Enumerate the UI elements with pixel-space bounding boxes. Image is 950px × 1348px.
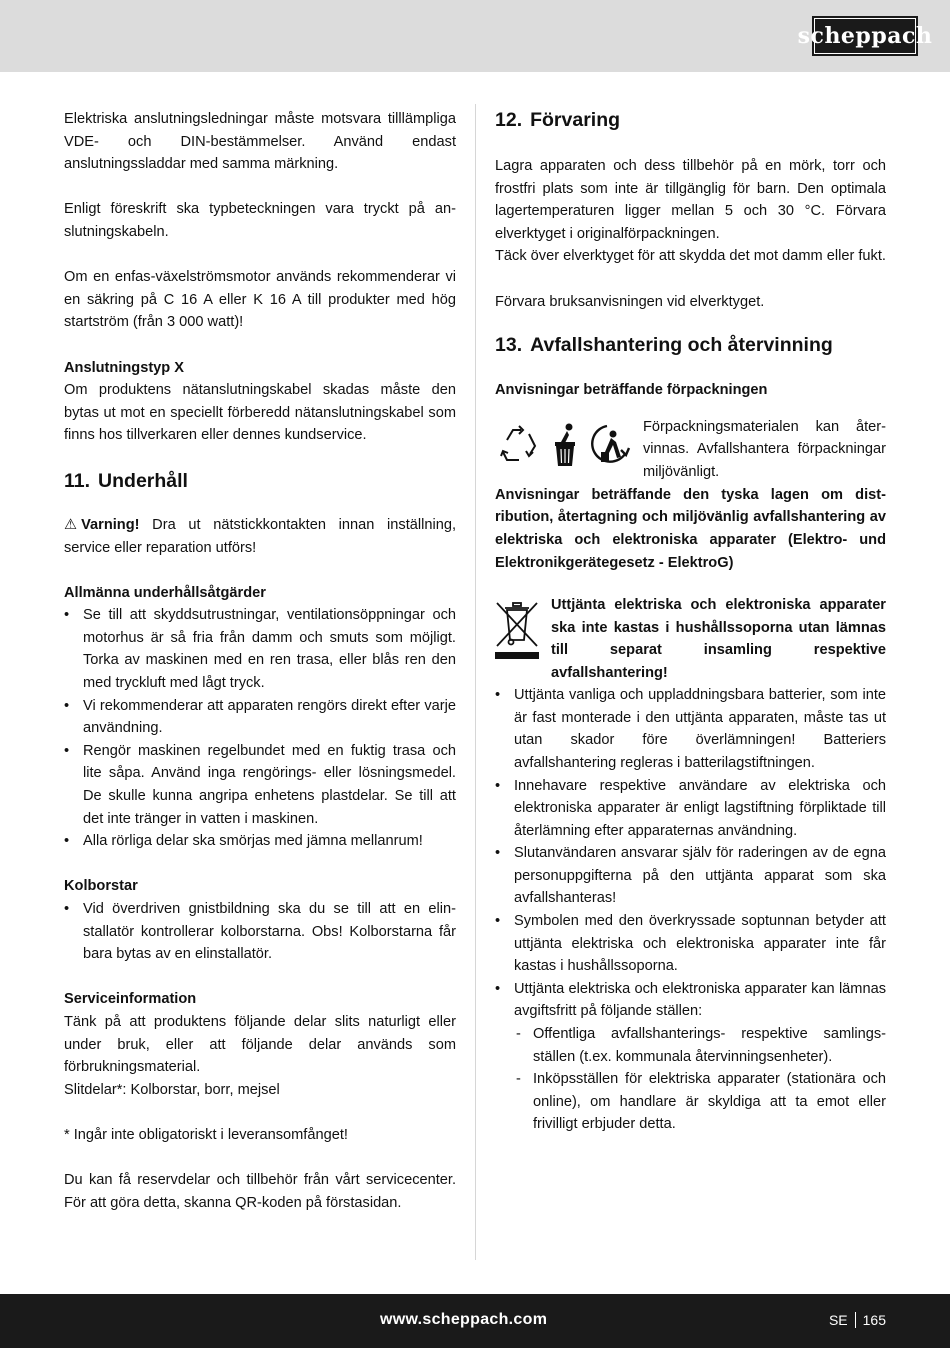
weee-list bbox=[495, 684, 886, 1136]
footer-page-number: SE 165 bbox=[828, 1312, 886, 1328]
connection-type-heading: Anslutningstyp X bbox=[64, 359, 184, 376]
packaging-notice bbox=[495, 416, 886, 484]
storage-paragraph-1: Lagra apparaten och dess tillbehör på en mörk, torr och frostfri plats som inte är tillgänglig för barn. Den optimala lagertemperaturen ligger mellan 5 och 30 °C. Förvara elverktyget i originalförpackningen. bbox=[495, 158, 886, 242]
general-maintenance-list bbox=[64, 604, 456, 853]
column-divider bbox=[475, 104, 476, 1260]
connection-type-text: Om produktens nätanslutningskabel skadas måste den bytas ut mot en speciellt förberedd nätanslutningskabel som finns hos tillverkaren eller dennes kundservice. bbox=[64, 382, 456, 444]
warning-triangle-icon: ⚠ bbox=[64, 516, 78, 533]
carbon-brushes-list bbox=[64, 898, 456, 966]
list-item: • Uttjänta elektriska och elektroniska apparater kan lämnas avgiftsfritt på följande ställen: - Offentliga avfallshanterings- respektive samlingsställen (t.ex. kommunala återvinningsenheter). - Inköpsställen för elektriska apparater (stationära och online), om handlare är skyldiga att ta emot eller frivilligt erbjuder detta. bbox=[495, 978, 886, 1136]
crossed-out-bin-icon bbox=[495, 600, 539, 660]
paragraph-type-designation: Enligt föreskrift ska typbeteckningen vara tryckt på anslutningskabeln. bbox=[64, 201, 456, 240]
warning-text: Dra ut nätstickkontakten innan inställning, service eller reparation utförs! bbox=[64, 516, 456, 556]
list-item: • Vid överdriven gnistbildning ska du se till att en elinstallatör kontrollerar kolborstarna. Obs! Kolborstarna får bara bytas av en elinstallatör. bbox=[64, 898, 456, 966]
list-item: • Se till att skyddsutrustningar, ventilationsöppningar och motorhus är så fria från damm och smuts som möjligt. Torka av maskinen med en ren trasa, eller blås ren den med tryckluft med lågt tryck. bbox=[64, 604, 456, 694]
section-12-heading: 12. Förvaring bbox=[495, 109, 621, 131]
page-footer bbox=[0, 1294, 950, 1348]
scheppach-logo: scheppach bbox=[812, 16, 918, 56]
recycling-symbols-icon bbox=[495, 418, 637, 470]
section-11-heading: 11. Underhåll bbox=[64, 469, 188, 492]
packaging-text: Förpackningsmaterialen kan återvinnas. Avfallshantera förpackningar miljövänligt. bbox=[643, 418, 886, 480]
list-item: • Slutanvändaren ansvarar själv för raderingen av de egna personuppgifterna på den uttjänta apparat som ska avfallshanteras! bbox=[495, 842, 886, 910]
paragraph-connection-lines: Elektriska anslutningsledningar måste motsvara tilllämpliga VDE- och DIN-bestämmelser. Använd endast anslutningssladdar med samma märkning. bbox=[64, 111, 456, 173]
list-item: • Alla rörliga delar ska smörjas med jämna mellanrum! bbox=[64, 830, 456, 853]
weee-notice bbox=[495, 594, 886, 684]
right-column bbox=[495, 108, 886, 1136]
left-column bbox=[64, 108, 456, 1214]
warning-label: Varning! bbox=[81, 516, 140, 533]
service-info-text: Tänk på att produktens följande delar slits naturligt eller under bruk, eller att följande delar används som förbrukningsmaterial. bbox=[64, 1013, 456, 1076]
weee-text: Uttjänta elektriska och elektroniska apparater ska inte kastas i hushållssoporna utan lämnas till separat insamling respektive avfallshantering! bbox=[551, 597, 886, 681]
list-item: • Innehavare respektive användare av elektriska och elektroniska apparater är enligt lagstiftning förpliktade till återlämning efter apparaternas användning. bbox=[495, 775, 886, 843]
footer-separator bbox=[855, 1312, 856, 1328]
list-item: - Offentliga avfallshanterings- respektive samlingsställen (t.ex. kommunala återvinningsenheter). bbox=[514, 1023, 886, 1068]
general-maintenance-heading: Allmänna underhållsåtgärder bbox=[64, 584, 266, 601]
packaging-heading: Anvisningar beträffande förpackningen bbox=[495, 382, 768, 399]
page-header bbox=[0, 0, 950, 72]
storage-paragraph-3: Förvara bruksanvisningen vid elverktyget. bbox=[495, 293, 765, 310]
footer-website: www.scheppach.com bbox=[380, 1311, 548, 1328]
spare-parts-text: Du kan få reservdelar och tillbehör från vårt servicecenter. För att göra detta, skanna QR-koden på förstasidan. bbox=[64, 1172, 456, 1211]
wear-parts-text: Slitdelar*: Kolborstar, borr, mejsel bbox=[64, 1081, 280, 1098]
footnote-text: * Ingår inte obligatoriskt i leveransomfånget! bbox=[64, 1126, 348, 1143]
electrog-law-heading: Anvisningar beträffande den tyska lagen om distribution, återtagning och miljövänlig avfallshantering av elektriska och elektroniska apparater (Elektro- und Elektronikgerätegesetz - ElektroG) bbox=[495, 486, 886, 571]
warning-paragraph bbox=[64, 514, 456, 559]
section-13-heading: 13. Avfallshantering och återvinning bbox=[495, 334, 833, 357]
list-item: • Symbolen med den överkryssade soptunnan betyder att uttjänta elektriska och elektroniska apparater inte får kastas i hushållssoporna. bbox=[495, 910, 886, 978]
service-info-heading: Serviceinformation bbox=[64, 991, 197, 1008]
storage-paragraph-2: Täck över elverktyget för att skydda det mot damm eller fukt. bbox=[495, 248, 886, 265]
carbon-brushes-heading: Kolborstar bbox=[64, 878, 138, 895]
list-item: • Vi rekommenderar att apparaten rengörs direkt efter varje användning. bbox=[64, 695, 456, 740]
paragraph-fuse-recommendation: Om en enfas-växelströmsmotor används rekommenderar vi en säkring på C 16 A eller K 16 A till produkter med hög startström (från 3 000 watt)! bbox=[64, 269, 456, 331]
list-item: - Inköpsställen för elektriska apparater (stationära och online), om handlare är skyldiga att ta emot eller frivilligt erbjuder detta. bbox=[514, 1068, 886, 1136]
list-item: • Uttjänta vanliga och uppladdningsbara batterier, som inte är fast monterade i den uttjänta apparaten, måste tas ut utan skador före överlämningen! Batteriers avfallshantering regleras i batterilagstiftningen. bbox=[495, 684, 886, 774]
collection-points-list bbox=[514, 1023, 886, 1136]
list-item: • Rengör maskinen regelbundet med en fuktig trasa och lite såpa. Använd inga rengörings- eller lösningsmedel. De skulle kunna angripa enhetens plastdelar. Se till att det inte tränger in vatten i maskinen. bbox=[64, 740, 456, 830]
